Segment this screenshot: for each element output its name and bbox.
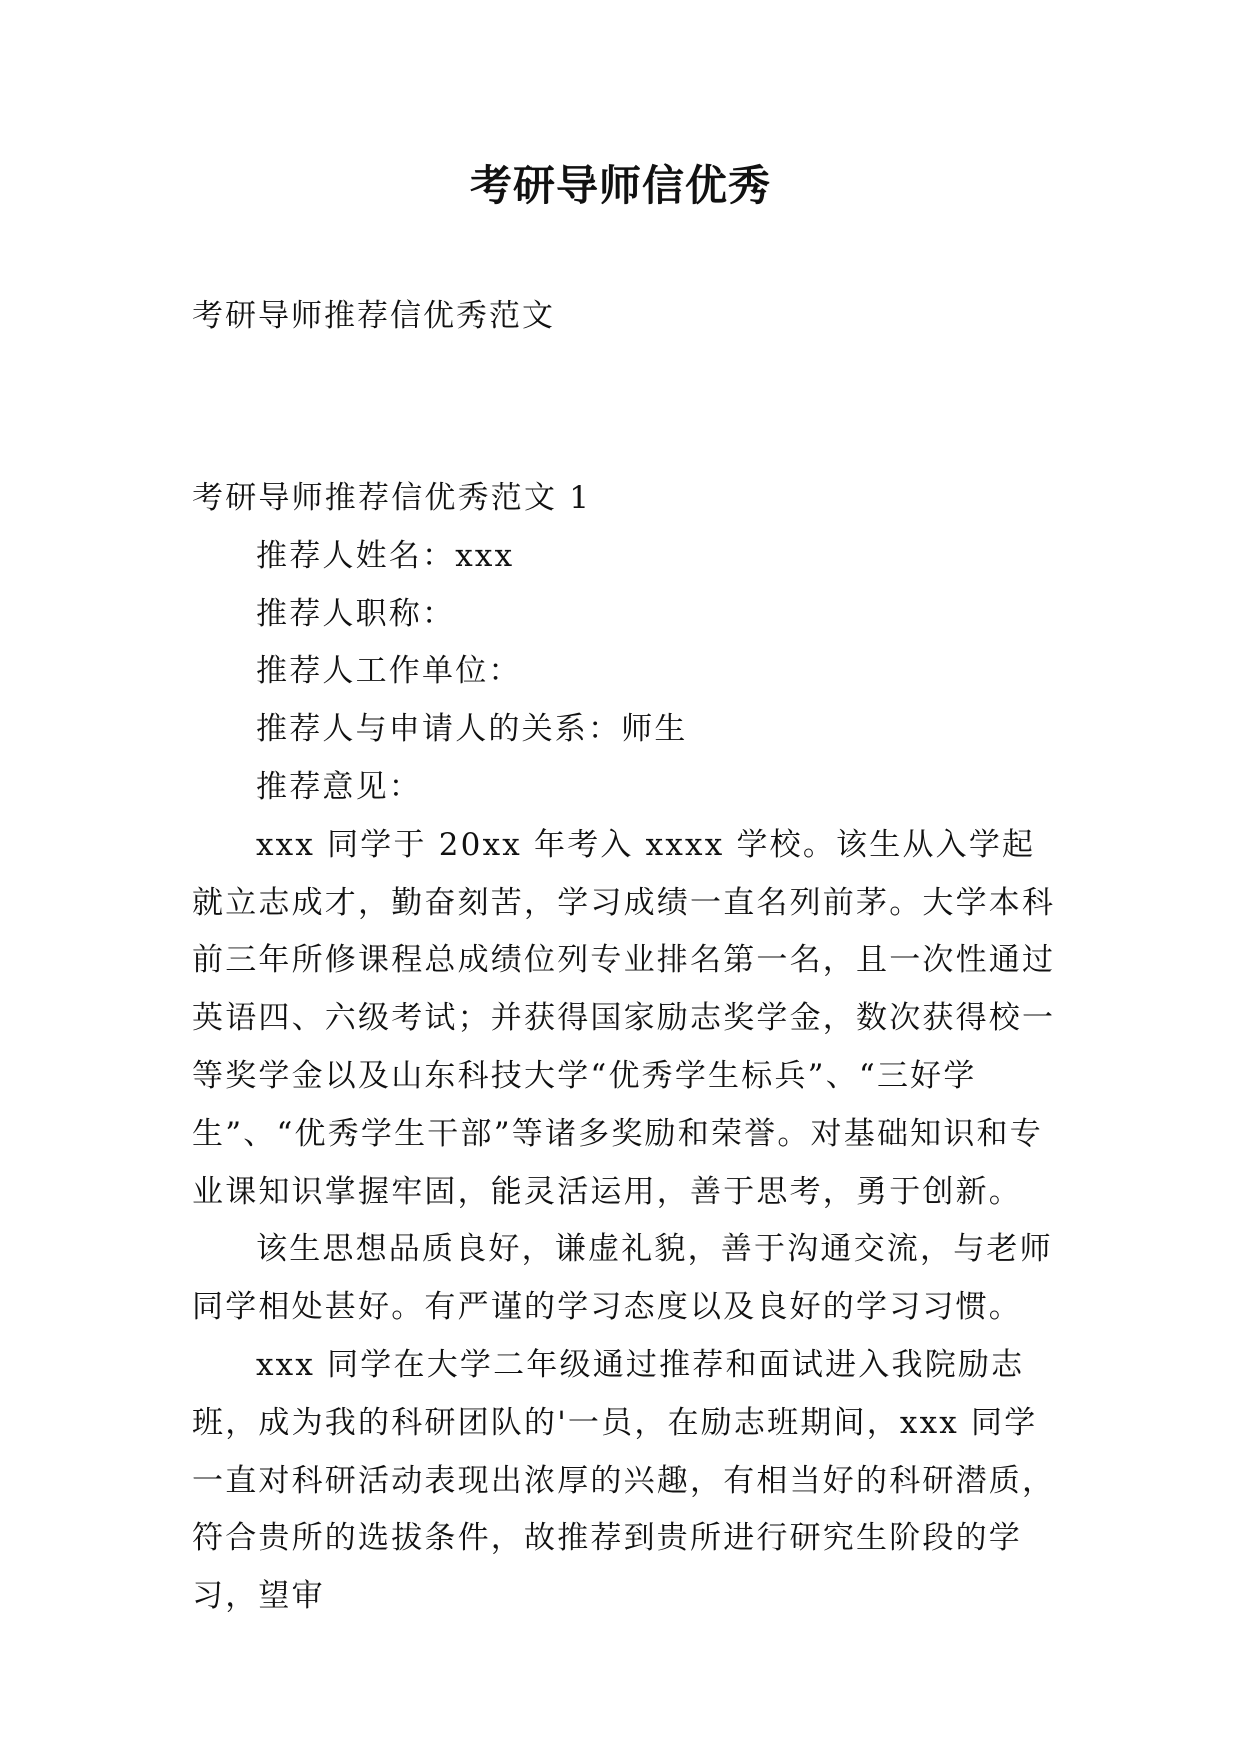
paragraph-character: 该生思想品质良好，谦虚礼貌，善于沟通交流，与老师同学相处甚好。有严谨的学习态度以及良好的学习习惯。 <box>192 1231 1053 1326</box>
section-heading: 考研导师推荐信优秀范文 1 <box>192 480 592 516</box>
field-recommender-name: 推荐人姓名：xxx <box>256 537 515 574</box>
field-recommendation-opinion: 推荐意见： <box>256 768 422 805</box>
field-recommender-employer: 推荐人工作单位： <box>256 653 522 690</box>
paragraph-academic: xxx 同学于 20xx 年考入 xxxx 学校。该生从入学起就立志成才，勤奋刻苦，学习成绩一直名列前茅。大学本科前三年所修课程总成绩位列专业排名第一名，且一次性通过英语四、六级考试；并获得国家励志奖学金，数次获得校一等奖学金以及山东科技大学“优秀学生标兵”、“三好学生”、“优秀学生干部”等诸多奖励和荣誉。对基础知识和专业课知识掌握牢固，能灵活运用，善于思考，勇于创新。 <box>192 826 1056 1210</box>
document-title: 考研导师信优秀 <box>469 161 771 210</box>
field-relationship: 推荐人与申请人的关系：师生 <box>256 711 688 748</box>
paragraph-research: xxx 同学在大学二年级通过推荐和面试进入我院励志班，成为我的科研团队的'一员，在励志班期间，xxx 同学一直对科研活动表现出浓厚的兴趣，有相当好的科研潜质，符合贵所的选拔条件，故推荐到贵所进行研究生阶段的学习，望审 <box>192 1346 1056 1615</box>
letter-body <box>192 470 1057 1626</box>
field-recommender-title: 推荐人职称： <box>256 595 456 632</box>
document-subtitle: 考研导师推荐信优秀范文 <box>192 298 555 334</box>
